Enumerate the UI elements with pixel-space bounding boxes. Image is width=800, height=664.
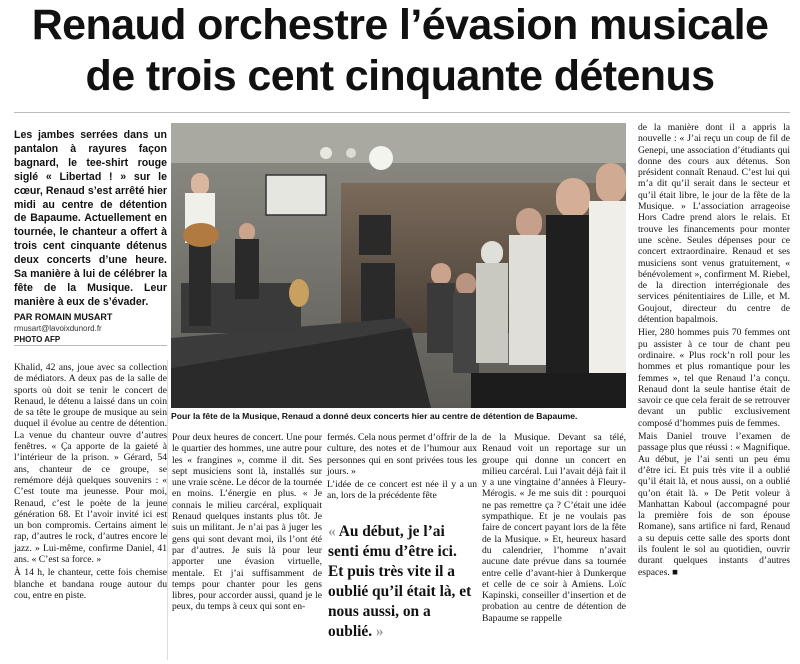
column-5 [638, 122, 790, 580]
column-2-paragraph-1: Pour deux heures de concert. Une pour le quartier des hommes, une autre pour les « frangines », comme il dit. Ses sept musiciens sont là, installés sur une vraie scène. Le décor de la tournée en moins. L’énergie en plus. « Je connais le milieu carcéral, expliquait Renaud quelques instants plus tôt. Je suis un militant. Je n’ai pas à juger les gens qui sont devant moi, ils l’ont été par d’autres. Je suis là pour leur apporter une évasion virtuelle, mentale. Et j’ai suffisamment de temps pour chanter pour les gens libres, pour accorder aussi, quand je le peux, du temps à ceux qui sont en- [172, 432, 322, 613]
column-4-paragraph-1: de la Musique. Devant sa télé, Renaud voit un reportage sur un groupe qui donne un concert en milieu carcéral. Lui l’avait déjà fait il y a une vingtaine d’années à Fleury-Mérogis. « Je me suis dit : pourquoi ne pas remettre ça ? C’était une idée sympathique. Et je ne voulais pas faire de concert payant lors de la fête de la Musique. » Et, heureux hasard du calendrier, l’homme n’avait aucune date prévue dans sa tournée entre celle d’avant-hier à Dunkerque et celle de ce soir à Amiens. Loïc Kapinski, conseiller d’insertion et de probation au centre de détention de Bapaume se rappelle [482, 432, 626, 624]
column-3-paragraph-2: L’idée de ce concert est née il y a un an, lors de la précédente fête [327, 479, 477, 502]
byline-divider [14, 345, 167, 346]
headline-line-1: Renaud orchestre l’évasion musicale [31, 1, 769, 49]
column-1-paragraph-1: Khalid, 42 ans, joue avec sa collection de médiators. A deux pas de la salle de sports où doit se tenir le concert de Renaud, le détenu a laissé dans un coin de sa tête le groupe de musique au sein duquel il évolue au centre de détention. La venue du chanteur ouvre d’autres fenêtres. « Ça apporte de la gaieté à l’intérieur de la prison. » Gérard, 54 ans, chanteur de ce groupe, se remémore déjà quelques souvenirs : « C’est toute ma jeunesse. Pour moi, Renaud, c’est le poète de la jeune génération 68. Et l’avoir invité ici est un bon compromis. Certains aiment le rap, d’autres le rock, d’autres encore le jazz. » Lui-même, confirme Daniel, 41 ans. « C’est sa force. » [14, 362, 167, 566]
pull-quote-text: Au début, je l’ai senti ému d’être ici. Et puis très vite il a oublié qu’il était là, et nous aussi, on a oublié. [328, 523, 472, 640]
column-3-paragraph-1: fermés. Cela nous permet d’offrir de la culture, des notes et de l’humour aux personnes qui en sont privées tous les jours. » [327, 432, 477, 477]
lede-paragraph: Les jambes serrées dans un pantalon à rayures façon bagnard, le tee-shirt rouge siglé « Libertad ! » sur le cœur, Renaud s’est arrêté hier midi au centre de détention de Bapaume. Actuellement en tournée, le chanteur a offert à trois cent cinquante détenus deux concerts d’une heure. Sa manière à lui de célébrer la fête de la Musique. Leur manière à eux de s’évader. [14, 129, 167, 308]
pull-quote-open-mark: « [328, 523, 336, 540]
photo-credit: PHOTO AFP [14, 335, 61, 344]
byline-author: PAR ROMAIN MUSART [14, 312, 113, 322]
column-rule-1 [167, 360, 168, 660]
column-1 [14, 362, 167, 603]
concert-photo-illustration [171, 123, 626, 408]
headline-divider [14, 112, 790, 113]
column-1-paragraph-2: À 14 h, le chanteur, cette fois chemise blanche et bandana rouge autour du cou, entre en piste. [14, 567, 167, 601]
column-3 [327, 432, 477, 504]
byline-email[interactable]: rmusart@lavoixdunord.fr [14, 324, 102, 333]
column-2 [172, 432, 322, 615]
pull-quote [328, 522, 476, 642]
pull-quote-close-mark: » [375, 623, 384, 640]
headline-line-2: de trois cent cinquante détenus [85, 52, 715, 100]
column-5-paragraph-2: Hier, 280 hommes puis 70 femmes ont pu assister à ce tour de chant peu ordinaire. « Plus rock’n roll pour les hommes et plus romantique pour les femmes », tel que Renaud l’a conçu. Renaud dont la seule hantise était de savoir ce que cela ferait de se retrouver devant un public exclusivement composé d’hommes puis de femmes. [638, 327, 790, 429]
column-5-paragraph-3: Mais Daniel trouve l’examen de passage plus que réussi : « Magnifique. Au début, je l’ai senti un peu ému d’être ici. Et puis très vite il a oublié qu’il était là, et nous aussi, on a oublié qu’on était là. » De Petit voleur à Manhattan Kaboul (accompagné pour la première fois de son épouse Romane), sans artifice ni fard, Renaud a su depuis cette salle des sports dont ils foulent le sol au quotidien, ouvrir durant quelques instants d’autres espaces. ■ [638, 431, 790, 578]
byline [14, 312, 167, 345]
headline [0, 0, 800, 102]
concert-photo [171, 123, 626, 408]
photo-caption: Pour la fête de la Musique, Renaud a donné deux concerts hier au centre de détention de Bapaume. [171, 411, 578, 421]
column-4 [482, 432, 626, 626]
column-5-paragraph-1: de la manière dont il a appris la nouvelle : « J’ai reçu un coup de fil de Genepi, une association d’étudiants qui donne des cours aux détenus. Son président connaît Renaud. C’est lui qui m’a dit qu’il serait dans le secteur et qu’il était libre, le jour de la fête de la Musique. » L’association arrageoise Hors Cadre prend alors le relais. Et trouve les financements pour monter une scène. Seules dépenses pour ce concert extraordinaire. Renaud et ses musiciens sont venus gratuitement, « bénévolement », confirment M. Riebel, de la direction interrégionale des services pénitentiaires de Lille, et M. Goujout, directeur du centre de détention bapalmois. [638, 122, 790, 326]
